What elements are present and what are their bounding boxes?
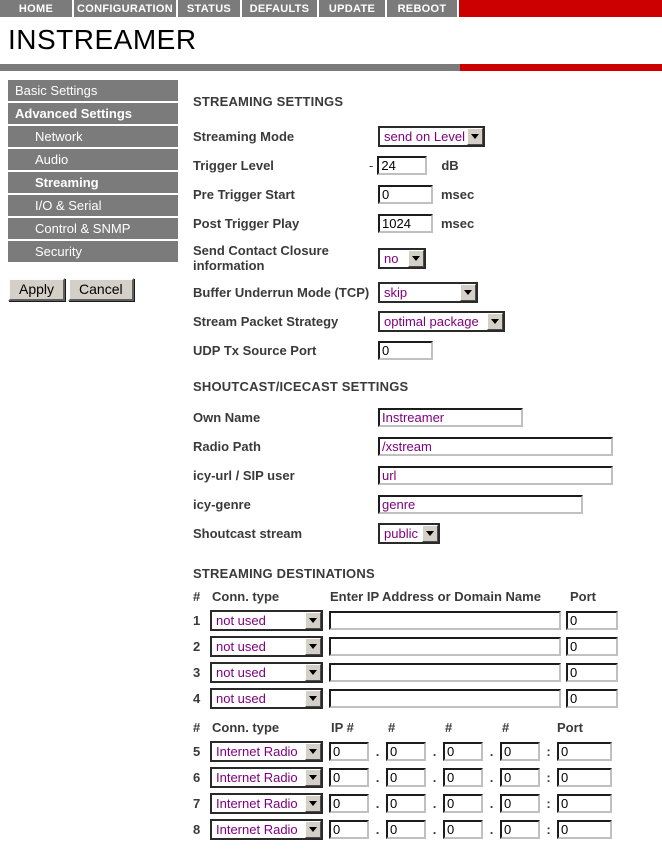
icy-genre-label: icy-genre	[193, 497, 251, 512]
settings-sidebar	[8, 80, 178, 264]
shoutcast-stream-value: public	[384, 526, 418, 541]
own-name-input[interactable]	[378, 408, 523, 427]
conn-type-value: not used	[216, 664, 266, 680]
octet-separator: .	[489, 795, 494, 811]
octet-separator: .	[432, 769, 437, 785]
octet-separator: .	[489, 769, 494, 785]
post-trigger-label: Post Trigger Play	[193, 216, 300, 231]
sidebar-item-streaming[interactable]: Streaming	[8, 172, 178, 193]
divider-gray-segment	[0, 64, 460, 71]
packet-strategy-select[interactable]	[378, 311, 505, 332]
octet-separator: .	[489, 821, 494, 837]
sidebar-item-network[interactable]: Network	[8, 126, 178, 147]
destinations-header-ip	[193, 717, 658, 738]
chevron-down-icon	[305, 743, 321, 760]
row-number: 2	[193, 638, 201, 654]
icy-url-label: icy-url / SIP user	[193, 468, 295, 483]
ip-octet3-input-6[interactable]	[443, 768, 483, 787]
icy-url-row	[193, 461, 658, 490]
chevron-down-icon	[422, 525, 438, 542]
chevron-down-icon	[467, 128, 483, 145]
sidebar-item-advanced-settings[interactable]: Advanced Settings	[8, 103, 178, 124]
pre-trigger-start-input[interactable]	[378, 185, 433, 204]
sidebar-item-audio[interactable]: Audio	[8, 149, 178, 170]
conn-type-value: Internet Radio	[216, 743, 298, 759]
column-header-ip4: #	[502, 720, 510, 735]
page-title: INSTREAMER	[8, 24, 197, 55]
trigger-level-unit: dB	[441, 158, 459, 173]
chevron-down-icon	[305, 795, 321, 812]
nav-configuration-button[interactable]: CONFIGURATION	[74, 0, 176, 17]
row-number: 5	[193, 743, 201, 759]
octet-separator: .	[375, 769, 380, 785]
row-number: 6	[193, 769, 201, 785]
port-input-4[interactable]	[566, 689, 618, 708]
port-separator: :	[546, 795, 551, 811]
ip-octet2-input-7[interactable]	[386, 794, 426, 813]
conn-type-select-4[interactable]	[210, 688, 323, 709]
chevron-down-icon	[487, 313, 503, 330]
address-input-1[interactable]	[329, 611, 561, 630]
conn-type-select-3[interactable]	[210, 662, 323, 683]
icy-genre-row	[193, 490, 658, 519]
pre-trigger-label: Pre Trigger Start	[193, 187, 295, 202]
shoutcast-stream-label: Shoutcast stream	[193, 526, 303, 541]
packet-strategy-row	[193, 307, 658, 336]
buffer-underrun-select[interactable]	[378, 282, 478, 303]
address-input-3[interactable]	[329, 663, 561, 682]
ip-octet1-input-5[interactable]	[329, 742, 369, 761]
port-input-7[interactable]	[557, 794, 612, 813]
address-input-4[interactable]	[329, 689, 561, 708]
column-header-conn-type: Conn. type	[212, 589, 280, 604]
pre-trigger-row	[193, 180, 658, 209]
post-trigger-unit: msec	[441, 216, 475, 231]
contact-closure-label: Send Contact Closure information	[193, 243, 329, 273]
conn-type-select-2[interactable]	[210, 636, 323, 657]
streaming-mode-row	[193, 122, 658, 151]
port-separator: :	[546, 769, 551, 785]
streaming-mode-label: Streaming Mode	[193, 129, 295, 144]
ip-octet3-input-8[interactable]	[443, 820, 483, 839]
buffer-underrun-row	[193, 278, 658, 307]
nav-home-button[interactable]: HOME	[0, 0, 72, 17]
port-input-2[interactable]	[566, 637, 618, 656]
udp-source-port-row	[193, 336, 658, 365]
trigger-level-label: Trigger Level	[193, 158, 274, 173]
action-buttons	[8, 278, 134, 301]
row-number: 1	[193, 612, 201, 628]
trigger-level-input[interactable]	[377, 156, 427, 175]
column-header-num: #	[193, 589, 201, 604]
octet-separator: .	[375, 743, 380, 759]
row-number: 8	[193, 821, 201, 837]
row-number: 7	[193, 795, 201, 811]
ip-octet3-input-5[interactable]	[443, 742, 483, 761]
streaming-settings-title: STREAMING SETTINGS	[193, 94, 344, 109]
port-separator: :	[546, 821, 551, 837]
post-trigger-play-input[interactable]	[378, 214, 433, 233]
conn-type-select-8[interactable]	[210, 819, 323, 840]
trigger-level-minus-sign: -	[369, 158, 374, 173]
radio-path-label: Radio Path	[193, 439, 261, 454]
ip-octet1-input-8[interactable]	[329, 820, 369, 839]
column-header-ip1: IP #	[331, 720, 354, 735]
octet-separator: .	[489, 743, 494, 759]
conn-type-value: not used	[216, 638, 266, 654]
own-name-row	[193, 403, 658, 432]
chevron-down-icon	[305, 821, 321, 838]
main-content	[193, 94, 658, 842]
trigger-level-row	[193, 151, 658, 180]
ip-octet2-input-6[interactable]	[386, 768, 426, 787]
conn-type-select-5[interactable]	[210, 741, 323, 762]
conn-type-value: not used	[216, 612, 266, 628]
ip-octet4-input-6[interactable]	[500, 768, 540, 787]
octet-separator: .	[375, 821, 380, 837]
nav-defaults-button[interactable]: DEFAULTS	[242, 0, 317, 17]
destination-row-7	[193, 790, 658, 816]
octet-separator: .	[432, 795, 437, 811]
ip-octet1-input-7[interactable]	[329, 794, 369, 813]
port-separator: :	[546, 743, 551, 759]
buffer-underrun-value: skip	[384, 285, 408, 300]
port-input-3[interactable]	[566, 663, 618, 682]
sidebar-item-control-snmp[interactable]: Control & SNMP	[8, 218, 178, 239]
conn-type-select-7[interactable]	[210, 793, 323, 814]
port-input-5[interactable]	[557, 742, 612, 761]
nav-reboot-button[interactable]: REBOOT	[387, 0, 457, 17]
column-header-address: Enter IP Address or Domain Name	[330, 589, 541, 604]
nav-update-button[interactable]: UPDATE	[319, 0, 385, 17]
chevron-down-icon	[305, 664, 321, 681]
conn-type-value: Internet Radio	[216, 821, 298, 837]
ip-octet4-input-8[interactable]	[500, 820, 540, 839]
chevron-down-icon	[305, 769, 321, 786]
column-header-ip3: #	[445, 720, 453, 735]
port-input-1[interactable]	[566, 611, 618, 630]
topbar-red-accent	[459, 0, 662, 17]
contact-closure-row	[193, 238, 658, 278]
port-input-8[interactable]	[557, 820, 612, 839]
column-header-conn-type: Conn. type	[212, 720, 280, 735]
octet-separator: .	[375, 795, 380, 811]
chevron-down-icon	[460, 284, 476, 301]
divider-red-segment	[460, 64, 662, 71]
destination-row-8	[193, 816, 658, 842]
chevron-down-icon	[408, 250, 424, 267]
radio-path-input[interactable]	[378, 437, 613, 456]
address-input-2[interactable]	[329, 637, 561, 656]
sidebar-item-basic-settings[interactable]: Basic Settings	[8, 80, 178, 101]
destination-row-4	[193, 685, 658, 711]
streaming-mode-select[interactable]	[378, 126, 485, 147]
shoutcast-settings-title: SHOUTCAST/ICECAST SETTINGS	[193, 379, 409, 394]
ip-octet4-input-5[interactable]	[500, 742, 540, 761]
own-name-label: Own Name	[193, 410, 261, 425]
destination-row-1	[193, 607, 658, 633]
nav-status-button[interactable]: STATUS	[178, 0, 240, 17]
pre-trigger-unit: msec	[441, 187, 475, 202]
shoutcast-stream-row	[193, 519, 658, 548]
contact-closure-select[interactable]	[378, 248, 426, 269]
packet-strategy-value: optimal package	[384, 314, 479, 329]
title-divider	[0, 64, 662, 71]
icy-genre-input[interactable]	[378, 495, 583, 514]
buffer-underrun-label: Buffer Underrun Mode (TCP)	[193, 285, 370, 300]
column-header-port: Port	[570, 589, 596, 604]
streaming-destinations-title: STREAMING DESTINATIONS	[193, 566, 375, 581]
ip-octet2-input-5[interactable]	[386, 742, 426, 761]
row-number: 4	[193, 690, 201, 706]
conn-type-value: not used	[216, 690, 266, 706]
top-nav-bar	[0, 0, 662, 17]
cancel-button[interactable]: Cancel	[68, 278, 134, 301]
conn-type-select-1[interactable]	[210, 610, 323, 631]
ip-octet1-input-6[interactable]	[329, 768, 369, 787]
ip-octet4-input-7[interactable]	[500, 794, 540, 813]
ip-octet2-input-8[interactable]	[386, 820, 426, 839]
packet-strategy-label: Stream Packet Strategy	[193, 314, 339, 329]
streaming-mode-value: send on Level	[384, 129, 465, 144]
sidebar-item-io-serial[interactable]: I/O & Serial	[8, 195, 178, 216]
chevron-down-icon	[305, 612, 321, 629]
conn-type-value: Internet Radio	[216, 795, 298, 811]
destinations-header-domain	[193, 586, 658, 607]
ip-octet3-input-7[interactable]	[443, 794, 483, 813]
apply-button[interactable]: Apply	[8, 278, 65, 301]
port-input-6[interactable]	[557, 768, 612, 787]
chevron-down-icon	[305, 690, 321, 707]
contact-closure-value: no	[384, 250, 399, 266]
destination-row-5	[193, 738, 658, 764]
udp-source-port-label: UDP Tx Source Port	[193, 343, 317, 358]
icy-url-input[interactable]	[378, 466, 613, 485]
destination-row-6	[193, 764, 658, 790]
destination-row-3	[193, 659, 658, 685]
post-trigger-row	[193, 209, 658, 238]
octet-separator: .	[432, 821, 437, 837]
column-header-num: #	[193, 720, 201, 735]
sidebar-item-security[interactable]: Security	[8, 241, 178, 262]
shoutcast-stream-select[interactable]	[378, 523, 440, 544]
conn-type-select-6[interactable]	[210, 767, 323, 788]
chevron-down-icon	[305, 638, 321, 655]
radio-path-row	[193, 432, 658, 461]
destination-row-2	[193, 633, 658, 659]
column-header-ip2: #	[388, 720, 396, 735]
column-header-port: Port	[557, 720, 583, 735]
conn-type-value: Internet Radio	[216, 769, 298, 785]
octet-separator: .	[432, 743, 437, 759]
udp-source-port-input[interactable]	[378, 341, 433, 360]
row-number: 3	[193, 664, 201, 680]
